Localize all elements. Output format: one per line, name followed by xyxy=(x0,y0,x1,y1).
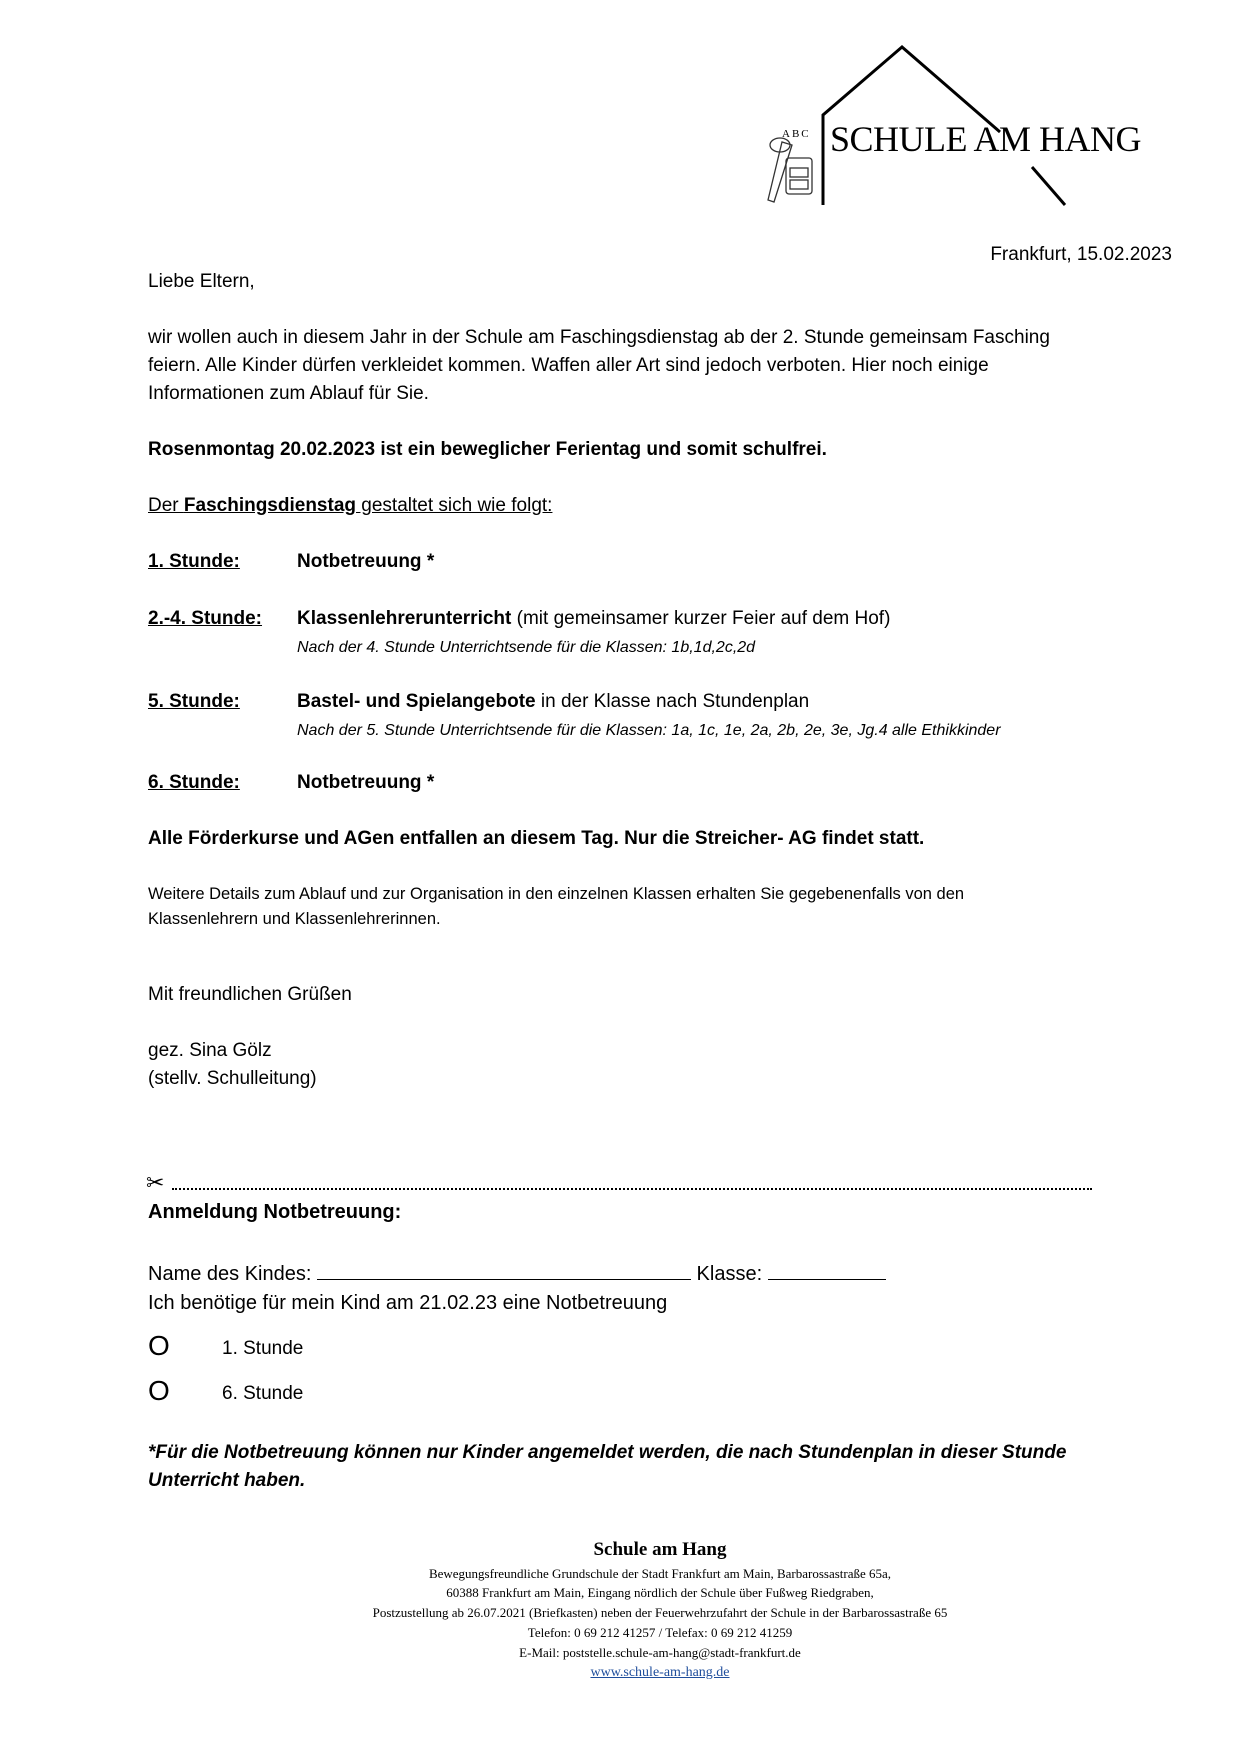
schedule-label: 1. Stunde: xyxy=(148,551,240,572)
class-label: Klasse: xyxy=(696,1263,763,1285)
schedule-bold: Klassenlehrerunterricht xyxy=(297,608,512,629)
details-line: Klassenlehrern und Klassenlehrerinnen. xyxy=(148,910,441,928)
footer-website-link[interactable] xyxy=(0,1665,1240,1681)
website-link-text[interactable]: www.schule-am-hang.de xyxy=(590,1665,730,1680)
schedule-note: Nach der 4. Stunde Unterrichtsende für die Klassen: 1b,1d,2c,2d xyxy=(297,639,756,656)
logo-text: SCHULE AM HANG xyxy=(830,119,1142,159)
schedule-bold: Notbetreuung * xyxy=(297,551,435,572)
schedule-item xyxy=(297,690,809,714)
class-field[interactable] xyxy=(768,1261,886,1280)
footer-line: Postzustellung ab 26.07.2021 (Briefkasten) neben der Feuerwehrzufahrt der Schule in der Barbarossastraße 65 xyxy=(372,1605,948,1620)
schedule-bold: Notbetreuung * xyxy=(297,772,435,793)
name-field-row xyxy=(148,1261,886,1286)
footer-line: E-Mail: poststelle.schule-am-hang@stadt-frankfurt.de xyxy=(519,1645,801,1660)
intro-line: Informationen zum Ablauf für Sie. xyxy=(148,383,429,404)
schedule-item xyxy=(297,550,434,574)
name-label: Name des Kindes: xyxy=(148,1263,312,1285)
schedule-label: 2.-4. Stunde: xyxy=(148,608,263,629)
schedule-intro-bold: Faschingsdienstag xyxy=(183,495,357,516)
footer-line: Bewegungsfreundliche Grundschule der Stadt Frankfurt am Main, Barbarossastraße 65a, xyxy=(428,1566,892,1581)
option-checkbox[interactable]: O xyxy=(148,1330,170,1361)
schedule-intro-pre: Der xyxy=(148,495,184,516)
logo-abc-text: ABC xyxy=(782,128,811,140)
closing: Mit freundlichen Grüßen xyxy=(148,984,352,1005)
ag-notice: Alle Förderkurse und AGen entfallen an diesem Tag. Nur die Streicher- AG findet statt. xyxy=(148,828,925,849)
school-logo xyxy=(760,40,1180,210)
footer-line: 60388 Frankfurt am Main, Eingang nördlich der Schule über Fußweg Riedgraben, xyxy=(446,1585,874,1600)
schedule-rest: (mit gemeinsamer kurzer Feier auf dem Hof) xyxy=(511,608,891,629)
schedule-rest: in der Klasse nach Stundenplan xyxy=(535,691,810,712)
schedule-label: 6. Stunde: xyxy=(148,772,240,793)
footer-line: Telefon: 0 69 212 41257 / Telefax: 0 69 212 41259 xyxy=(527,1625,793,1640)
schedule-intro xyxy=(148,494,552,518)
schedule-item xyxy=(297,607,890,631)
rosenmontag-notice: Rosenmontag 20.02.2023 ist ein beweglicher Ferientag und somit schulfrei. xyxy=(148,439,827,460)
footer-title: Schule am Hang xyxy=(593,1539,727,1560)
signature-name: gez. Sina Gölz xyxy=(148,1040,272,1061)
footnote-line: Unterricht haben. xyxy=(148,1470,306,1491)
schedule-note: Nach der 5. Stunde Unterrichtsende für die Klassen: 1a, 1c, 1e, 2a, 2b, 2e, 3e, Jg.4 alle Ethikkinder xyxy=(297,722,1001,739)
cut-line xyxy=(172,1188,1092,1190)
signature-role: (stellv. Schulleitung) xyxy=(148,1068,317,1089)
intro-line: wir wollen auch in diesem Jahr in der Schule am Faschingsdienstag ab der 2. Stunde gemeinsam Fasching xyxy=(148,327,1050,348)
footnote-line: *Für die Notbetreuung können nur Kinder angemeldet werden, die nach Stundenplan in dieser Stunde xyxy=(148,1442,1067,1463)
date: Frankfurt, 15.02.2023 xyxy=(990,244,1172,265)
schedule-intro-post: gestaltet sich wie folgt: xyxy=(356,495,553,516)
schedule-bold: Bastel- und Spielangebote xyxy=(297,691,536,712)
scissors-icon: ✂ xyxy=(146,1170,165,1195)
details-line: Weitere Details zum Ablauf und zur Organisation in den einzelnen Klassen erhalten Sie gegebenenfalls von den xyxy=(148,885,965,903)
intro-line: feiern. Alle Kinder dürfen verkleidet kommen. Waffen aller Art sind jedoch verboten. Hier noch einige xyxy=(148,355,989,376)
greeting: Liebe Eltern, xyxy=(148,271,255,292)
schedule-item xyxy=(297,771,434,795)
option-label: 1. Stunde xyxy=(222,1338,304,1359)
schedule-label: 5. Stunde: xyxy=(148,691,240,712)
request-text: Ich benötige für mein Kind am 21.02.23 eine Notbetreuung xyxy=(148,1292,668,1314)
name-field[interactable] xyxy=(317,1261,691,1280)
form-title: Anmeldung Notbetreuung: xyxy=(148,1201,402,1223)
option-label: 6. Stunde xyxy=(222,1383,304,1404)
option-checkbox[interactable]: O xyxy=(148,1375,170,1406)
